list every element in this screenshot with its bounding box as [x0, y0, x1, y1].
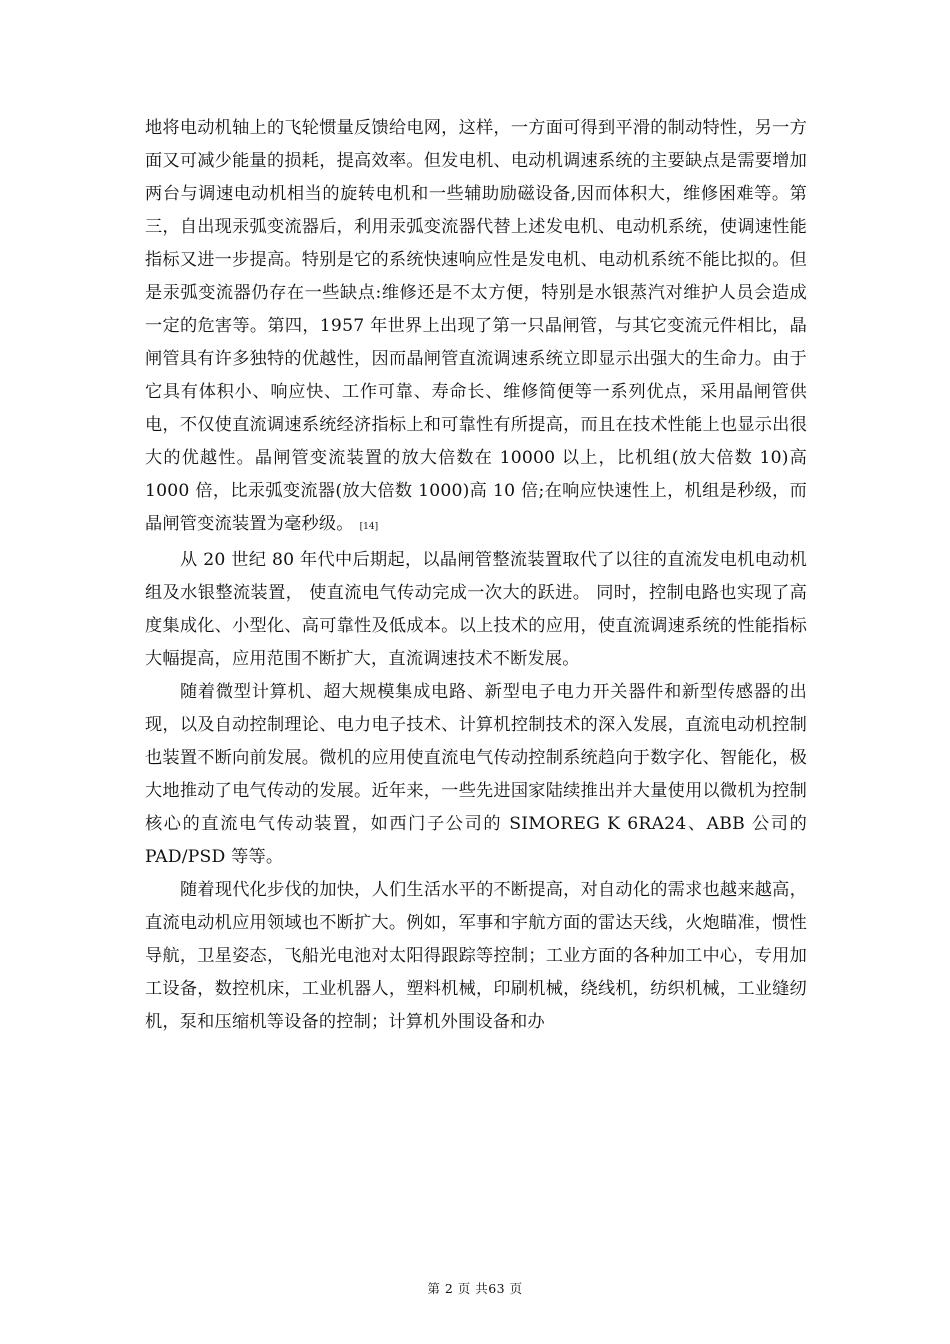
paragraph-continuation [145, 112, 807, 544]
citation-marker: [14] [359, 522, 379, 532]
paragraph-applications: 随着现代化步伐的加快，人们生活水平的不断提高，对自动化的需求也越来越高，直流电动机应用领域也不断扩大。例如，军事和宇航方面的雷达天线，火炮瞄准，惯性导航，卫星姿态，飞船光电池对太阳得跟踪等控制；工业方面的各种加工中心，专用加工设备，数控机床，工业机器人，塑料机械，印刷机械，绕线机，纺织机械，工业缝纫机，泵和压缩机等设备的控制；计算机外围设备和办 [145, 880, 807, 1032]
paragraph-thyristor-era: 从 20 世纪 80 年代中后期起，以晶闸管整流装置取代了以往的直流发电机电动机组及水银整流装置， 使直流电气传动完成一次大的跃进。 同时，控制电路也实现了高度集成化、小型化、高可靠性及低成本。以上技术的应用，使直流调速系统的性能指标大幅提高，应用范围不断扩大，直流调速技术不断发展。 [145, 550, 807, 669]
paragraph-text: 地将电动机轴上的飞轮惯量反馈给电网，这样，一方面可得到平滑的制动特性，另一方面又可减少能量的损耗，提高效率。但发电机、电动机调速系统的主要缺点是需要增加两台与调速电动机相当的旋转电机和一些辅助励磁设备,因而体积大，维修困难等。第三，自出现汞弧变流器后，利用汞弧变流器代替上述发电机、电动机系统，使调速性能指标又进一步提高。特别是它的系统快速响应性是发电机、电动机系统不能比拟的。但是汞弧变流器仍存在一些缺点:维修还是不太方便，特别是水银蒸汽对维护人员会造成一定的危害等。第四，1957 年世界上出现了第一只晶闸管，与其它变流元件相比，晶闸管具有许多独特的优越性，因而晶闸管直流调速系统立即显示出强大的生命力。由于它具有体积小、响应快、工作可靠、寿命长、维修简便等一系列优点，采用晶闸管供电，不仅使直流调速系统经济指标上和可靠性有所提高，而且在技术性能上也显示出很大的优越性。晶闸管变流装置的放大倍数在 10000 以上，比机组(放大倍数 10)高 1000 倍，比汞弧变流器(放大倍数 1000)高 10 倍;在响应快速性上，机组是秒级，而晶闸管变流装置为毫秒级。 [145, 118, 807, 534]
page-footer: 第 2 页 共63 页 [427, 1281, 523, 1296]
paragraph-microcomputer: 随着微型计算机、超大规模集成电路、新型电子电力开关器件和新型传感器的出现，以及自动控制理论、电力电子技术、计算机控制技术的深入发展，直流电动机控制也装置不断向前发展。微机的应用使直流电气传动控制系统趋向于数字化、智能化，极大地推动了电气传动的发展。近年来，一些先进国家陆续推出并大量使用以微机为控制核心的直流电气传动装置，如西门子公司的 SIMOREG K 6RA24、ABB 公司的 PAD/PSD 等等。 [145, 682, 807, 867]
document-page [145, 112, 807, 1039]
